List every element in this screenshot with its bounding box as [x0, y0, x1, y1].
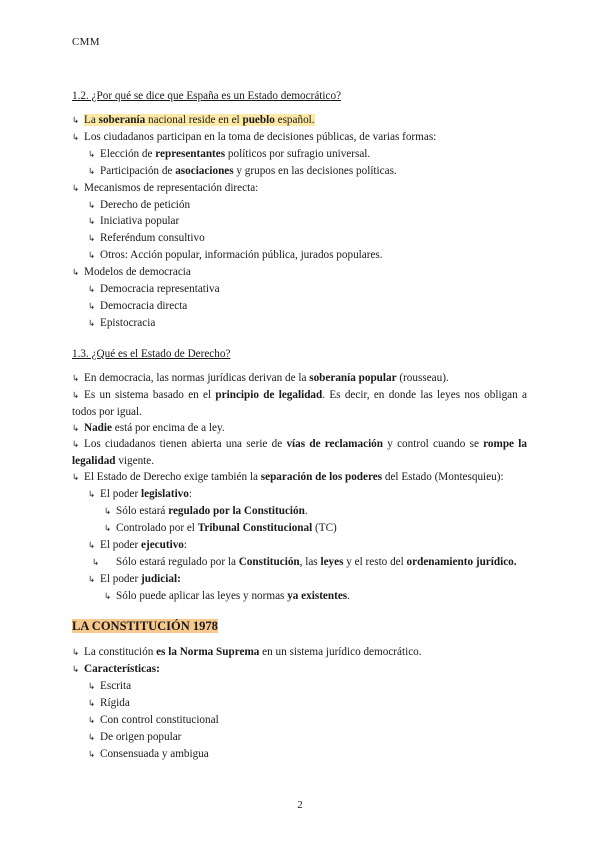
nadie-line: ↳ Nadie está por encima de a ley. [72, 421, 527, 438]
arrow-bullet-icon: ↳ [88, 699, 96, 710]
list-item: ↳ Consensuada y ambigua [72, 747, 527, 764]
arrow-bullet-icon: ↳ [72, 665, 80, 676]
arrow-bullet-icon: ↳ [88, 285, 96, 296]
soberania-highlight: La soberanía nacional reside en el pueblo español. [84, 114, 315, 126]
section-1-3-title: 1.3. ¿Qué es el Estado de Derecho? [72, 347, 231, 360]
arrow-bullet-icon: ↳ [72, 132, 80, 143]
list-item: ↳ Escrita [72, 679, 527, 696]
judicial-item-1: ↳ Sólo puede aplicar las leyes y normas ya existentes. [72, 589, 527, 606]
list-item: ↳ Con control constitucional [72, 713, 527, 730]
ejecutivo-line: ↳ El poder ejecutivo: [72, 538, 527, 555]
arrow-bullet-icon: ↳ [72, 268, 80, 279]
soberania-line [72, 113, 527, 130]
constitucion-heading [72, 619, 527, 636]
legislativo-line: ↳ El poder legislativo: [72, 487, 527, 504]
arrow-bullet-icon: ↳ [88, 318, 96, 329]
arrow-bullet-icon: ↳ [72, 423, 80, 434]
eleccion-line: ↳ Elección de representantes políticos por sufragio universal. [72, 147, 527, 164]
arrow-bullet-icon: ↳ [88, 682, 96, 693]
arrow-bullet-icon: ↳ [72, 116, 80, 126]
arrow-bullet-icon: ↳ [104, 523, 112, 534]
arrow-bullet-icon: ↳ [88, 490, 96, 501]
list-item: ↳ Democracia directa [72, 299, 527, 316]
ejecutivo-item-1: ↳ Sólo estará regulado por la Constitución, las leyes y el resto del ordenamiento jurídico. [72, 555, 527, 572]
arrow-bullet-icon: ↳ [88, 749, 96, 760]
mecanismos-line: ↳ Mecanismos de representación directa: [72, 181, 527, 198]
arrow-bullet-icon: ↳ [88, 301, 96, 312]
list-item: ↳ Rígida [72, 696, 527, 713]
arrow-bullet-icon: ↳ [72, 473, 80, 484]
arrow-bullet-icon: ↳ [104, 507, 112, 518]
arrow-bullet-icon: ↳ [72, 183, 80, 194]
constitucion-title: LA CONSTITUCIÓN 1978 [72, 619, 218, 634]
legalidad-paragraph: ↳ Es un sistema basado en el principio de legalidad. Es decir, en donde las leyes nos obligan a todos por igual. [72, 388, 527, 418]
arrow-bullet-icon: ↳ [88, 217, 96, 228]
legislativo-item-1: ↳ Sólo estará regulado por la Constitución. [72, 504, 527, 521]
list-item: ↳ Democracia representativa [72, 282, 527, 299]
list-item: ↳ Otros: Acción popular, información pública, jurados populares. [72, 248, 527, 265]
arrow-bullet-icon: ↳ [88, 200, 96, 211]
page-number: 2 [297, 799, 303, 811]
list-item: ↳ Epistocracia [72, 316, 527, 333]
list-item: ↳ Referéndum consultivo [72, 231, 527, 248]
arrow-bullet-icon: ↳ [88, 716, 96, 726]
arrow-bullet-icon: ↳ [88, 574, 96, 585]
arrow-bullet-icon: ↳ [92, 557, 100, 568]
arrow-bullet-icon: ↳ [88, 251, 96, 262]
ciudadanos-line: ↳ Los ciudadanos participan en la toma de decisiones públicas, de varias formas: [72, 130, 527, 147]
caracteristicas-line: ↳ Características: [72, 662, 527, 679]
arrow-bullet-icon: ↳ [88, 166, 96, 177]
legislativo-item-2: ↳ Controlado por el Tribunal Constitucional (TC) [72, 521, 527, 538]
participacion-line: ↳ Participación de asociaciones y grupos en las decisiones políticas. [72, 164, 527, 181]
arrow-bullet-icon: ↳ [88, 234, 96, 245]
arrow-bullet-icon: ↳ [72, 390, 80, 401]
judicial-line: ↳ El poder judicial: [72, 572, 527, 589]
norma-line: ↳ La constitución es la Norma Suprema en un sistema jurídico democrático. [72, 645, 527, 662]
democracia-line: ↳ En democracia, las normas jurídicas derivan de la soberanía popular (rousseau). [72, 371, 527, 388]
list-item: ↳ De origen popular [72, 730, 527, 747]
arrow-bullet-icon: ↳ [88, 732, 96, 743]
section-1-2-title: 1.2. ¿Por qué se dice que España es un Estado democrático? [72, 90, 342, 102]
arrow-bullet-icon: ↳ [88, 540, 96, 551]
page-header-author: CMM [72, 36, 100, 48]
arrow-bullet-icon: ↳ [72, 648, 80, 659]
separacion-paragraph: ↳ El Estado de Derecho exige también la separación de los poderes del Estado (Montesquieu): [72, 470, 527, 487]
arrow-bullet-icon: ↳ [72, 440, 80, 451]
arrow-bullet-icon: ↳ [88, 149, 96, 160]
modelos-line: ↳ Modelos de democracia [72, 265, 527, 282]
arrow-bullet-icon: ↳ [104, 591, 112, 602]
list-item: ↳ Iniciativa popular [72, 214, 527, 231]
arrow-bullet-icon: ↳ [72, 373, 80, 384]
list-item: ↳ Derecho de petición [72, 198, 527, 215]
page-content [72, 89, 527, 764]
reclamacion-paragraph: ↳ Los ciudadanos tienen abierta una serie de vías de reclamación y control cuando se rompe la legalidad vigente. [72, 438, 527, 468]
